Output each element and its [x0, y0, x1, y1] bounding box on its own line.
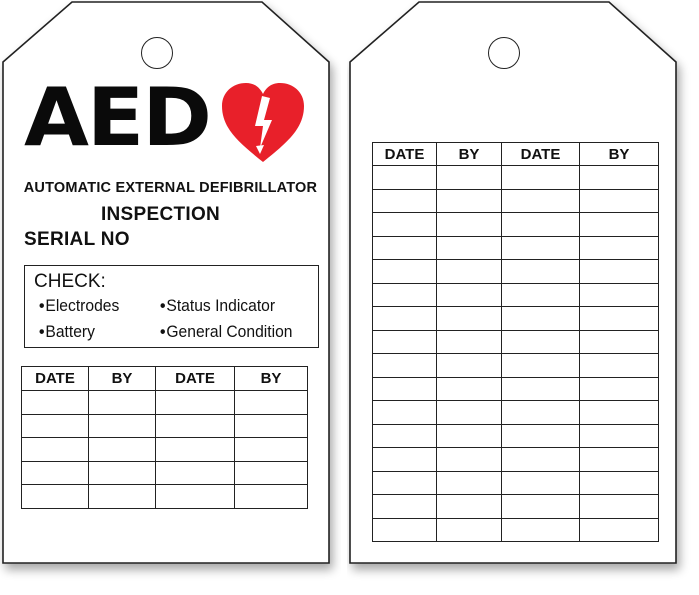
table-cell[interactable]	[437, 283, 502, 307]
table-cell[interactable]	[373, 424, 437, 448]
check-item-general-condition: •General Condition	[160, 322, 293, 341]
table-cell[interactable]	[502, 401, 580, 425]
table-cell[interactable]	[156, 391, 235, 415]
subtitle: AUTOMATIC EXTERNAL DEFIBRILLATOR	[23, 180, 318, 196]
table-row	[373, 495, 659, 519]
table-cell[interactable]	[580, 471, 659, 495]
front-tag-hole	[141, 37, 173, 69]
check-box	[24, 265, 319, 348]
table-cell[interactable]	[373, 213, 437, 237]
table-cell[interactable]	[437, 401, 502, 425]
column-header-by: BY	[580, 143, 659, 166]
bullet-icon: •	[39, 322, 45, 341]
table-cell[interactable]	[502, 518, 580, 542]
table-cell[interactable]	[580, 330, 659, 354]
table-row	[373, 424, 659, 448]
back-tag	[347, 0, 697, 590]
table-cell[interactable]	[580, 236, 659, 260]
table-cell[interactable]	[580, 189, 659, 213]
table-cell[interactable]	[22, 391, 89, 415]
table-row	[373, 471, 659, 495]
table-cell[interactable]	[580, 401, 659, 425]
check-item-electrodes: •Electrodes	[39, 296, 120, 315]
table-cell[interactable]	[373, 307, 437, 331]
bullet-icon: •	[160, 322, 166, 341]
table-row	[373, 448, 659, 472]
front-tag	[0, 0, 341, 590]
front-log-table	[21, 366, 308, 509]
table-cell[interactable]	[580, 518, 659, 542]
table-row	[373, 213, 659, 237]
check-item-status-indicator: •Status Indicator	[160, 296, 276, 315]
table-cell[interactable]	[373, 354, 437, 378]
table-cell[interactable]	[437, 166, 502, 190]
table-cell[interactable]	[22, 438, 89, 462]
table-cell[interactable]	[373, 166, 437, 190]
table-cell[interactable]	[502, 424, 580, 448]
table-cell[interactable]	[373, 330, 437, 354]
table-header-row	[373, 143, 659, 166]
table-cell[interactable]	[235, 485, 308, 509]
table-cell[interactable]	[580, 448, 659, 472]
table-cell[interactable]	[580, 260, 659, 284]
table-row	[373, 354, 659, 378]
aed-heart-lightning-icon	[220, 82, 306, 166]
table-cell[interactable]	[373, 377, 437, 401]
table-cell[interactable]	[580, 166, 659, 190]
table-cell[interactable]	[235, 438, 308, 462]
table-cell[interactable]	[580, 354, 659, 378]
table-cell[interactable]	[22, 414, 89, 438]
table-row	[22, 414, 308, 438]
table-cell[interactable]	[156, 414, 235, 438]
table-row	[373, 518, 659, 542]
table-cell[interactable]	[89, 461, 156, 485]
table-cell[interactable]	[437, 495, 502, 519]
table-cell[interactable]	[502, 495, 580, 519]
column-header-by: BY	[437, 143, 502, 166]
table-cell[interactable]	[89, 485, 156, 509]
table-row	[373, 401, 659, 425]
table-cell[interactable]	[502, 471, 580, 495]
table-cell[interactable]	[580, 283, 659, 307]
column-header-date: DATE	[22, 367, 89, 391]
table-cell[interactable]	[89, 438, 156, 462]
serial-label: SERIAL NO	[24, 229, 130, 250]
table-cell[interactable]	[502, 354, 580, 378]
column-header-date: DATE	[156, 367, 235, 391]
column-header-by: BY	[235, 367, 308, 391]
table-cell[interactable]	[502, 260, 580, 284]
table-row	[373, 307, 659, 331]
table-cell[interactable]	[502, 189, 580, 213]
table-cell[interactable]	[89, 391, 156, 415]
table-cell[interactable]	[235, 461, 308, 485]
back-tag-hole	[488, 37, 520, 69]
table-cell[interactable]	[373, 283, 437, 307]
table-cell[interactable]	[502, 283, 580, 307]
table-cell[interactable]	[373, 236, 437, 260]
table-cell[interactable]	[437, 471, 502, 495]
table-row	[373, 189, 659, 213]
table-cell[interactable]	[437, 448, 502, 472]
table-row	[373, 283, 659, 307]
table-row	[22, 391, 308, 415]
table-row	[373, 260, 659, 284]
table-cell[interactable]	[437, 330, 502, 354]
bullet-icon: •	[160, 296, 166, 315]
back-log-table	[372, 142, 659, 542]
table-row	[22, 485, 308, 509]
table-cell[interactable]	[437, 189, 502, 213]
table-cell[interactable]	[437, 518, 502, 542]
table-cell[interactable]	[373, 189, 437, 213]
table-row	[373, 236, 659, 260]
table-cell[interactable]	[373, 260, 437, 284]
inspection-heading: INSPECTION	[100, 204, 221, 225]
table-cell[interactable]	[580, 495, 659, 519]
table-row	[373, 377, 659, 401]
table-cell[interactable]	[502, 377, 580, 401]
table-cell[interactable]	[156, 485, 235, 509]
check-title: CHECK:	[34, 271, 106, 292]
table-cell[interactable]	[373, 495, 437, 519]
table-cell[interactable]	[373, 448, 437, 472]
column-header-by: BY	[89, 367, 156, 391]
table-cell[interactable]	[580, 213, 659, 237]
table-row	[22, 438, 308, 462]
table-cell[interactable]	[502, 166, 580, 190]
table-cell[interactable]	[580, 377, 659, 401]
table-cell[interactable]	[437, 354, 502, 378]
table-header-row	[22, 367, 308, 391]
table-cell[interactable]	[22, 461, 89, 485]
table-cell[interactable]	[437, 213, 502, 237]
table-cell[interactable]	[437, 424, 502, 448]
table-cell[interactable]	[235, 414, 308, 438]
table-row	[22, 461, 308, 485]
table-cell[interactable]	[437, 377, 502, 401]
table-cell[interactable]	[502, 330, 580, 354]
table-cell[interactable]	[89, 414, 156, 438]
table-cell[interactable]	[373, 401, 437, 425]
check-item-battery: •Battery	[39, 322, 95, 341]
table-cell[interactable]	[373, 471, 437, 495]
table-cell[interactable]	[373, 518, 437, 542]
table-row	[373, 330, 659, 354]
table-cell[interactable]	[502, 307, 580, 331]
table-cell[interactable]	[437, 307, 502, 331]
bullet-icon: •	[39, 296, 45, 315]
table-cell[interactable]	[156, 461, 235, 485]
table-cell[interactable]	[502, 213, 580, 237]
column-header-date: DATE	[373, 143, 437, 166]
table-cell[interactable]	[235, 391, 308, 415]
table-cell[interactable]	[156, 438, 235, 462]
table-cell[interactable]	[22, 485, 89, 509]
aed-title: AED	[24, 71, 210, 164]
table-cell[interactable]	[437, 260, 502, 284]
table-cell[interactable]	[580, 424, 659, 448]
column-header-date: DATE	[502, 143, 580, 166]
table-cell[interactable]	[502, 236, 580, 260]
table-cell[interactable]	[580, 307, 659, 331]
table-cell[interactable]	[437, 236, 502, 260]
table-cell[interactable]	[502, 448, 580, 472]
table-row	[373, 166, 659, 190]
